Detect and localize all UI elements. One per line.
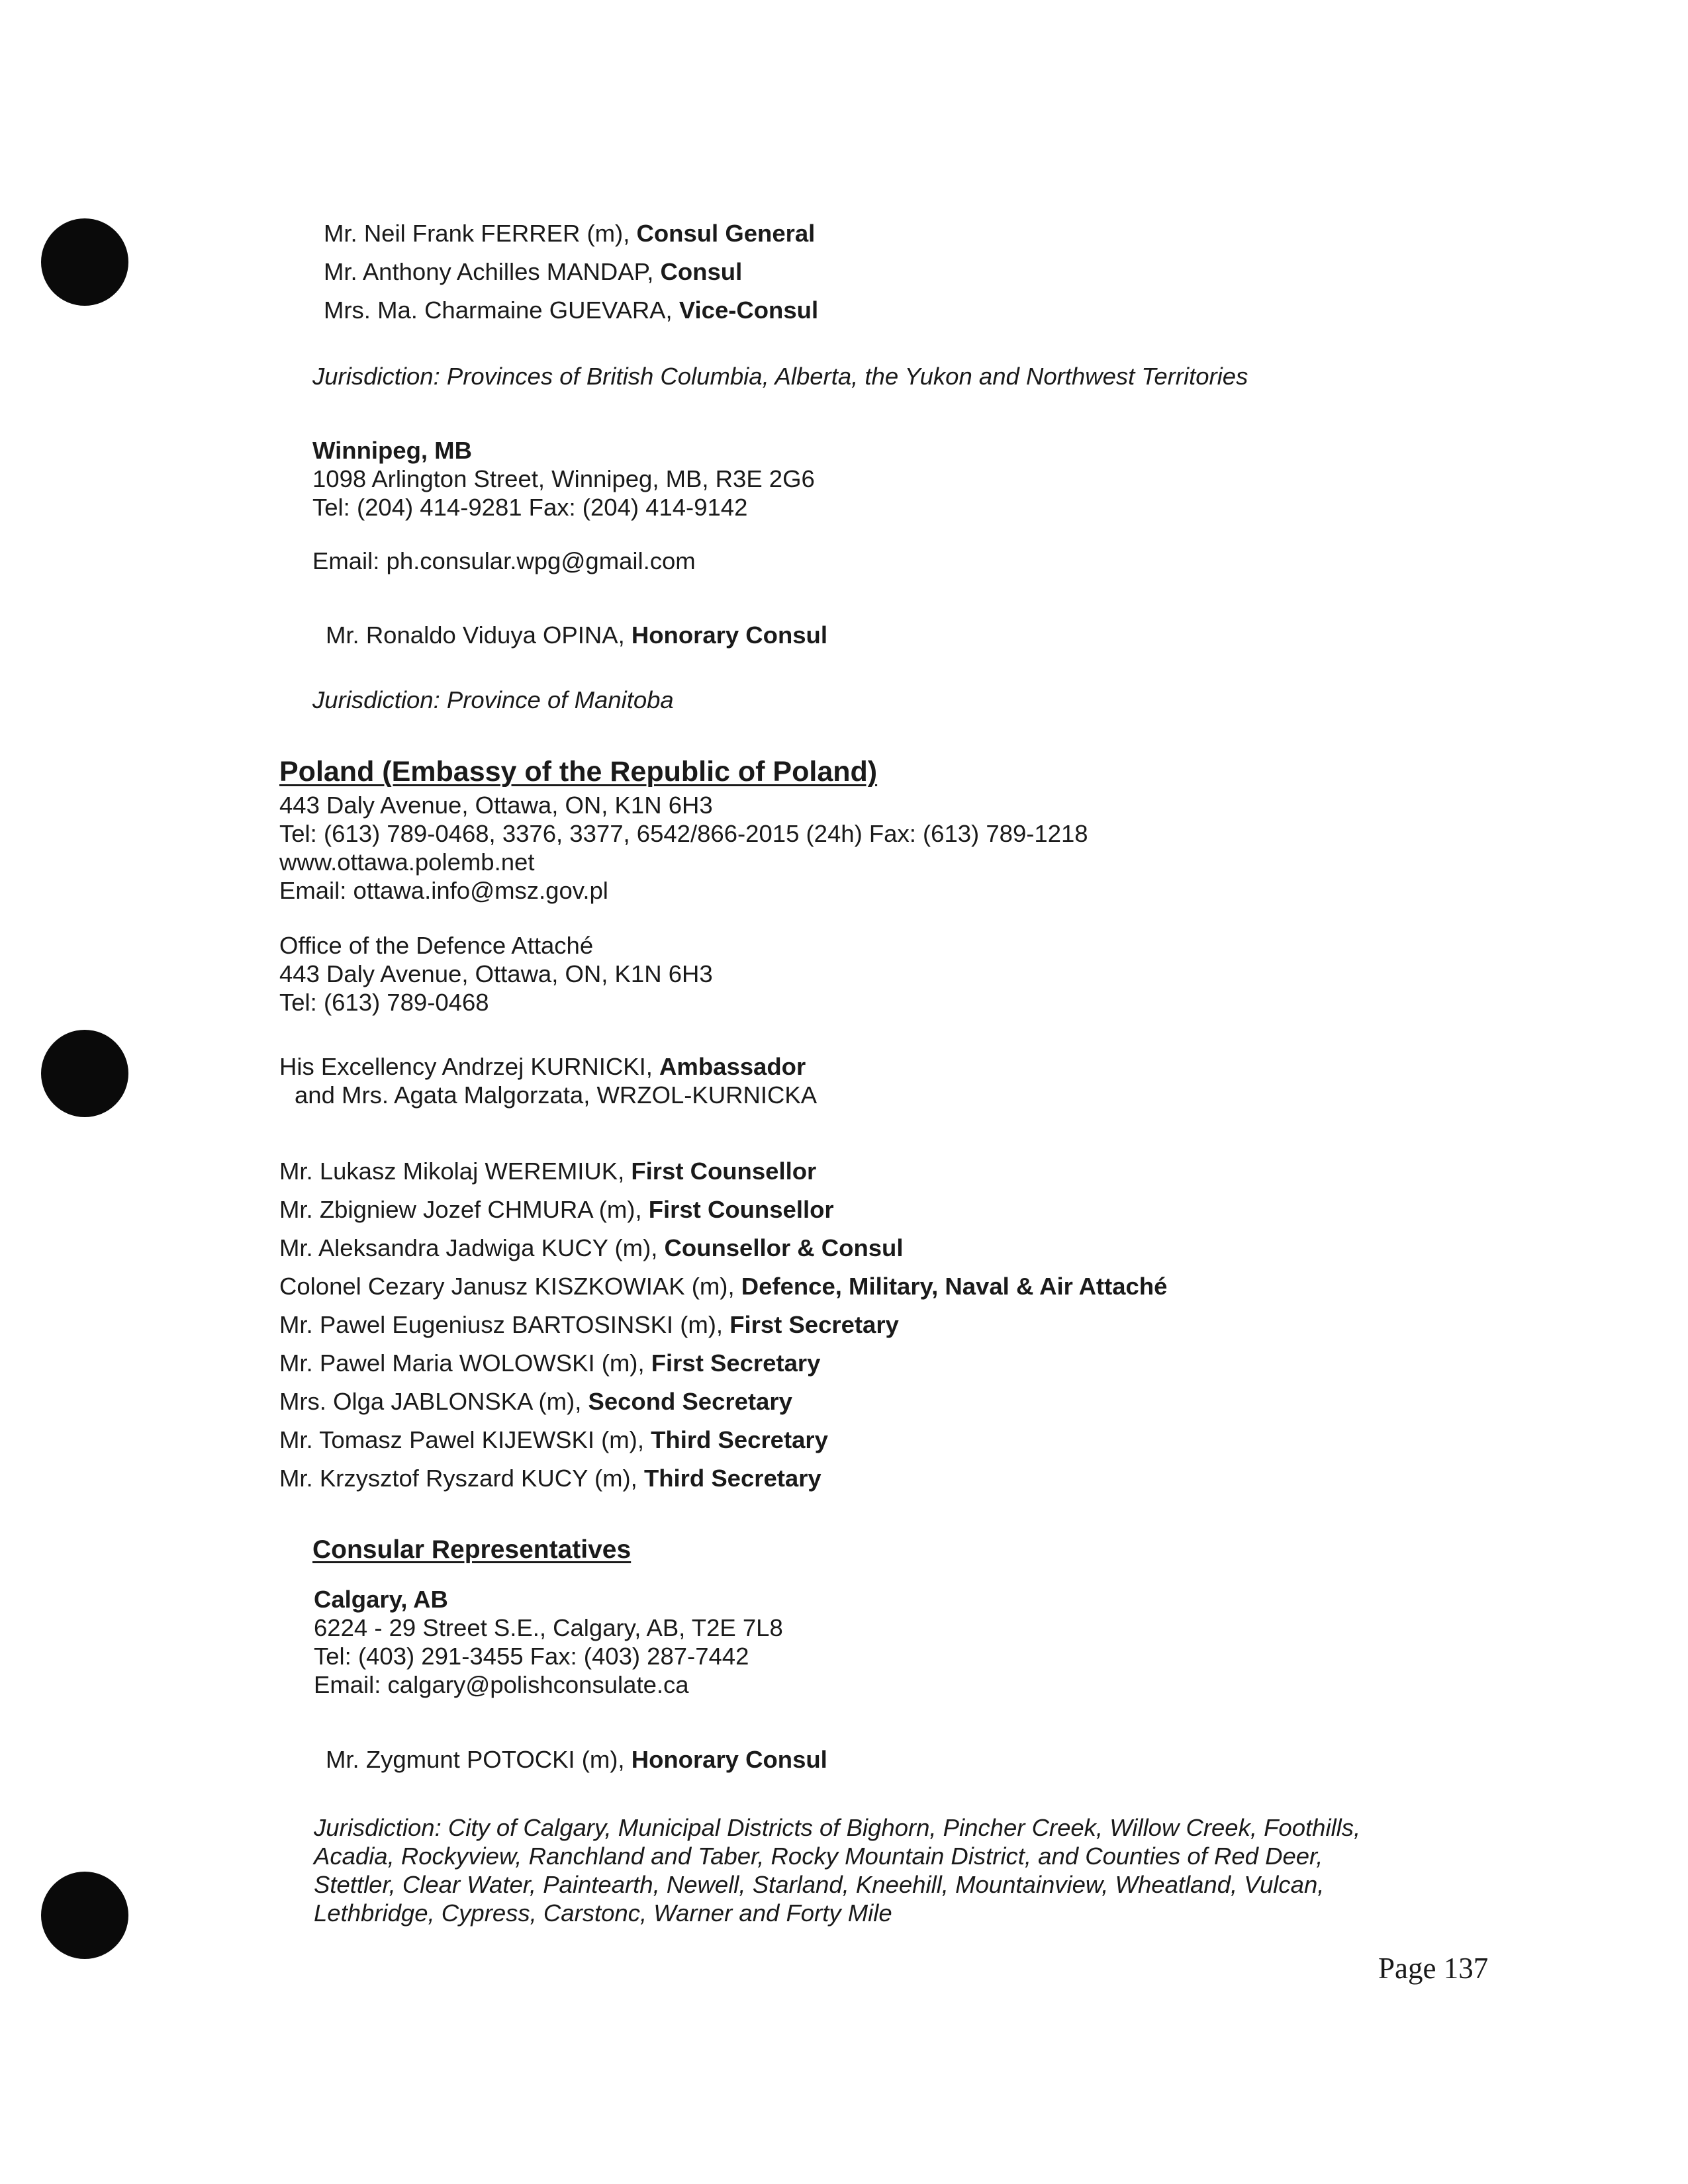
office-name: Office of the Defence Attaché — [279, 932, 594, 959]
city-heading: Winnipeg, MB — [312, 437, 472, 464]
staff-line: Mrs. Olga JABLONSKA (m), Second Secretary — [279, 1388, 792, 1415]
official-line: Mr. Anthony Achilles MANDAP, Consul — [324, 258, 743, 285]
staff-line: Colonel Cezary Janusz KISZKOWIAK (m), Defence, Military, Naval & Air Attaché — [279, 1273, 1168, 1300]
phone: Tel: (613) 789-0468 — [279, 989, 489, 1016]
city-heading: Calgary, AB — [314, 1586, 448, 1613]
staff-line: Mr. Tomasz Pawel KIJEWSKI (m), Third Secretary — [279, 1426, 828, 1453]
official-line: Mrs. Ma. Charmaine GUEVARA, Vice-Consul — [324, 296, 819, 324]
staff-line: Mr. Lukasz Mikolaj WEREMIUK, First Counsellor — [279, 1158, 817, 1185]
address: 6224 - 29 Street S.E., Calgary, AB, T2E 7L8 — [314, 1614, 783, 1641]
binder-hole-bottom — [41, 1872, 128, 1959]
email: Email: ph.consular.wpg@gmail.com — [312, 547, 696, 574]
email: Email: ottawa.info@msz.gov.pl — [279, 877, 608, 904]
section-heading: Consular Representatives — [312, 1535, 632, 1564]
jurisdiction-text: Jurisdiction: City of Calgary, Municipal Districts of Bighorn, Pincher Creek, Willow Creek, Foothills, Acadia, Rockyview, Ranchland and Taber, Rocky Mountain District, and Counties of Red Deer, Stettler, Clear Water, Paintearth, Newell, Starland, Kneehill, Mountainview, Wheatland, Vulcan, Lethbridge, Cypress, Carstonc, Warner and Forty Mile — [314, 1814, 1361, 1927]
staff-line: Mr. Aleksandra Jadwiga KUCY (m), Counsellor & Consul — [279, 1234, 904, 1261]
phone-fax: Tel: (204) 414-9281 Fax: (204) 414-9142 — [312, 494, 748, 521]
website: www.ottawa.polemb.net — [279, 848, 535, 876]
address: 443 Daly Avenue, Ottawa, ON, K1N 6H3 — [279, 960, 713, 987]
address: 443 Daly Avenue, Ottawa, ON, K1N 6H3 — [279, 792, 713, 819]
page-number: Page 137 — [1378, 1952, 1489, 1985]
binder-hole-top — [41, 218, 128, 306]
staff-line: Mr. Pawel Eugeniusz BARTOSINSKI (m), First Secretary — [279, 1311, 899, 1338]
ambassador-spouse: and Mrs. Agata Malgorzata, WRZOL-KURNICKA — [295, 1081, 818, 1109]
official-line: Mr. Zygmunt POTOCKI (m), Honorary Consul — [326, 1746, 827, 1773]
jurisdiction-text: Jurisdiction: Provinces of British Columbia, Alberta, the Yukon and Northwest Territories — [312, 363, 1248, 390]
binder-hole-middle — [41, 1030, 128, 1117]
ambassador-line: His Excellency Andrzej KURNICKI, Ambassador — [279, 1053, 806, 1080]
address: 1098 Arlington Street, Winnipeg, MB, R3E 2G6 — [312, 465, 815, 492]
phone-fax: Tel: (613) 789-0468, 3376, 3377, 6542/866-2015 (24h) Fax: (613) 789-1218 — [279, 820, 1088, 847]
official-line: Mr. Ronaldo Viduya OPINA, Honorary Consul — [326, 621, 827, 649]
country-heading: Poland (Embassy of the Republic of Poland) — [279, 756, 878, 788]
jurisdiction-text: Jurisdiction: Province of Manitoba — [312, 686, 674, 713]
official-line: Mr. Neil Frank FERRER (m), Consul General — [324, 220, 816, 247]
staff-line: Mr. Zbigniew Jozef CHMURA (m), First Counsellor — [279, 1196, 834, 1223]
email: Email: calgary@polishconsulate.ca — [314, 1671, 689, 1698]
staff-line: Mr. Pawel Maria WOLOWSKI (m), First Secretary — [279, 1349, 821, 1377]
phone-fax: Tel: (403) 291-3455 Fax: (403) 287-7442 — [314, 1643, 749, 1670]
staff-line: Mr. Krzysztof Ryszard KUCY (m), Third Secretary — [279, 1465, 821, 1492]
